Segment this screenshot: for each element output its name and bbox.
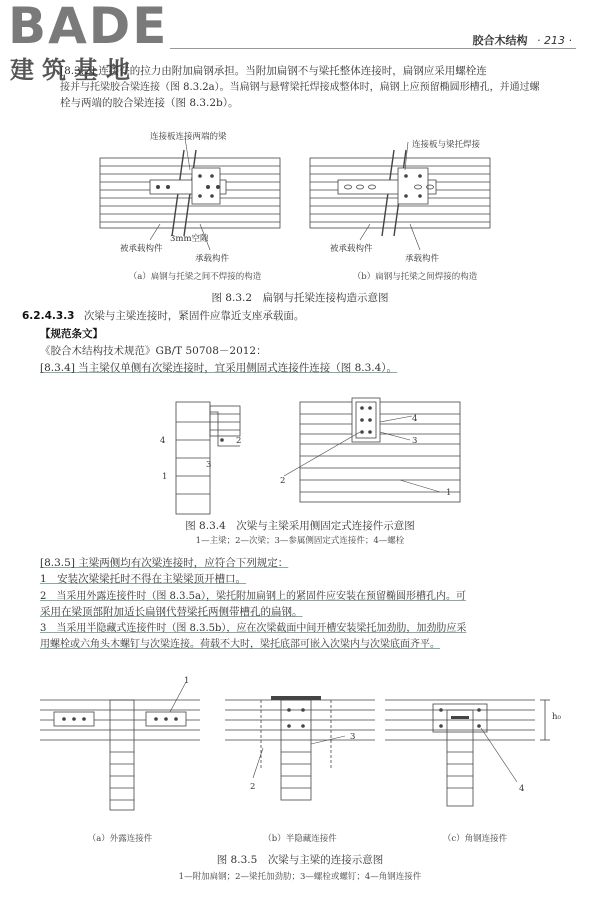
- logo-text: BADE: [8, 0, 169, 55]
- label-gap: 3mm空隙: [170, 234, 209, 244]
- label-bearing-member-a: 承载构件: [195, 254, 230, 264]
- fig834-callout-2-right: 2: [280, 476, 286, 486]
- figure-8-3-2-caption: 图 8.3.2 扁钢与托梁连接构造示意图: [211, 292, 389, 304]
- spec-heading: 【规范条文】: [40, 328, 103, 340]
- label-connector-plate-b: 连接板与梁托焊接: [412, 140, 481, 150]
- clause-8-3-5-head: [8.3.5] 主梁两侧均有次梁连接时，应符合下列规定：: [40, 557, 289, 569]
- fig834-callout-2-left: 2: [236, 436, 242, 446]
- figure-8-3-5b-subcaption: （b）半隐藏连接件: [263, 834, 337, 844]
- clause-8-3-5-item-3b: 用螺栓或六角头木螺钉与次梁连接。荷载不大时，梁托底部可嵌入次梁内与次梁底面齐平。: [40, 639, 440, 650]
- fig835-callout-3: 3: [350, 732, 356, 742]
- figure-8-3-5-caption: 图 8.3.5 次梁与主梁的连接示意图: [216, 854, 384, 866]
- figure-8-3-2a-subcaption: （a）扁钢与托梁之间不焊接的构造: [128, 272, 262, 282]
- logo-subtext: 建筑基地: [10, 56, 138, 84]
- figure-8-3-2b-subcaption: （b）扁钢与托梁之间焊接的构造: [352, 272, 478, 282]
- intro-line-2: 接并与托梁胶合梁连接（图 8.3.2a）。当扁钢与悬臂梁托焊接成整体时，扁钢上应预留椭圆形槽孔，并通过螺: [60, 82, 540, 93]
- figure-8-3-5c-subcaption: （c）角钢连接件: [442, 834, 508, 844]
- figure-8-3-4-caption: 图 8.3.4 次梁与主梁采用侧固定式连接件示意图: [185, 520, 415, 532]
- running-header: [473, 32, 572, 48]
- clause-8-3-4: [8.3.4] 当主梁仅单侧有次梁连接时，宜采用侧固式连接件连接（图 8.3.4）。: [40, 362, 398, 374]
- fig834-callout-3-left: 3: [206, 460, 212, 470]
- running-title: 胶合木结构: [472, 34, 528, 47]
- page-number: · 213 ·: [537, 34, 572, 47]
- clause-text: 次梁与主梁连接时，紧固件应靠近支座承载面。: [83, 310, 305, 322]
- fig834-callout-4-left: 4: [160, 436, 166, 446]
- figure-8-3-5a-subcaption: （a）外露连接件: [87, 834, 153, 844]
- fig834-callout-1-right: 1: [446, 488, 452, 498]
- fig835-callout-4: 4: [519, 784, 525, 794]
- fig834-callout-3-right: 3: [412, 436, 418, 446]
- figure-8-3-5c-drawing: [385, 680, 555, 820]
- clause-number: 6.2.4.3.3: [22, 310, 75, 322]
- fig835-callout-1: 1: [184, 676, 190, 686]
- fig835-callout-2: 2: [250, 782, 256, 792]
- clause-8-3-5-item-2b: 采用在梁顶部附加适长扁钢代替梁托两侧带槽孔的扁钢。: [40, 606, 303, 618]
- figure-8-3-4-legend: 1—主梁；2—次梁；3—参属侧固定式连接件；4—螺栓: [195, 536, 405, 546]
- label-connector-plate-a: 连接板连接两端的梁: [150, 132, 227, 142]
- header-rule: [170, 48, 576, 49]
- clause-8-3-5-item-2a: 2 当采用外露连接件时（图 8.3.5a），梁托附加扁钢上的紧固件应安装在预留椭圆形槽孔内。可: [40, 591, 466, 602]
- label-supported-member-b: 被承载构件: [330, 244, 373, 254]
- label-supported-member-a: 被承载构件: [120, 244, 163, 254]
- clause-6-2-4-3-3: [22, 309, 582, 324]
- figure-8-3-5b-drawing: [225, 680, 395, 820]
- fig834-callout-1-left: 1: [162, 472, 168, 482]
- intro-line-3: 栓与两端的胶合梁连接（图 8.3.2b）。: [60, 97, 239, 109]
- figure-8-3-4-side-drawing: [170, 392, 250, 512]
- clause-8-3-5-item-1: 1 安装次梁梁托时不得在主梁梁顶开槽口。: [40, 573, 247, 585]
- spec-name: 《胶合木结构技术规范》GB/T 50708－2012：: [40, 345, 267, 357]
- figure-8-3-4-front-drawing: [300, 392, 470, 512]
- figure-8-3-5-legend: 1—附加扁钢；2—梁托加劲肋；3—螺栓或螺钉；4—角钢连接件: [178, 872, 422, 882]
- clause-8-3-5-item-3a: 3 当采用半隐藏式连接件时（图 8.3.5b），应在次梁截面中间开槽安装梁托加劲肋，加劲肋应采: [40, 623, 467, 634]
- figure-8-3-5a-drawing: [40, 680, 210, 820]
- intro-line-1: [8.3.2] 连接件的拉力由附加扁钢承担。当附加扁钢不与梁托整体连接时，扁钢应采用螺栓连: [60, 65, 487, 77]
- fig835-height-label: h₀: [552, 712, 561, 722]
- fig834-callout-4-right: 4: [412, 414, 418, 424]
- label-bearing-member-b: 承载构件: [405, 254, 440, 264]
